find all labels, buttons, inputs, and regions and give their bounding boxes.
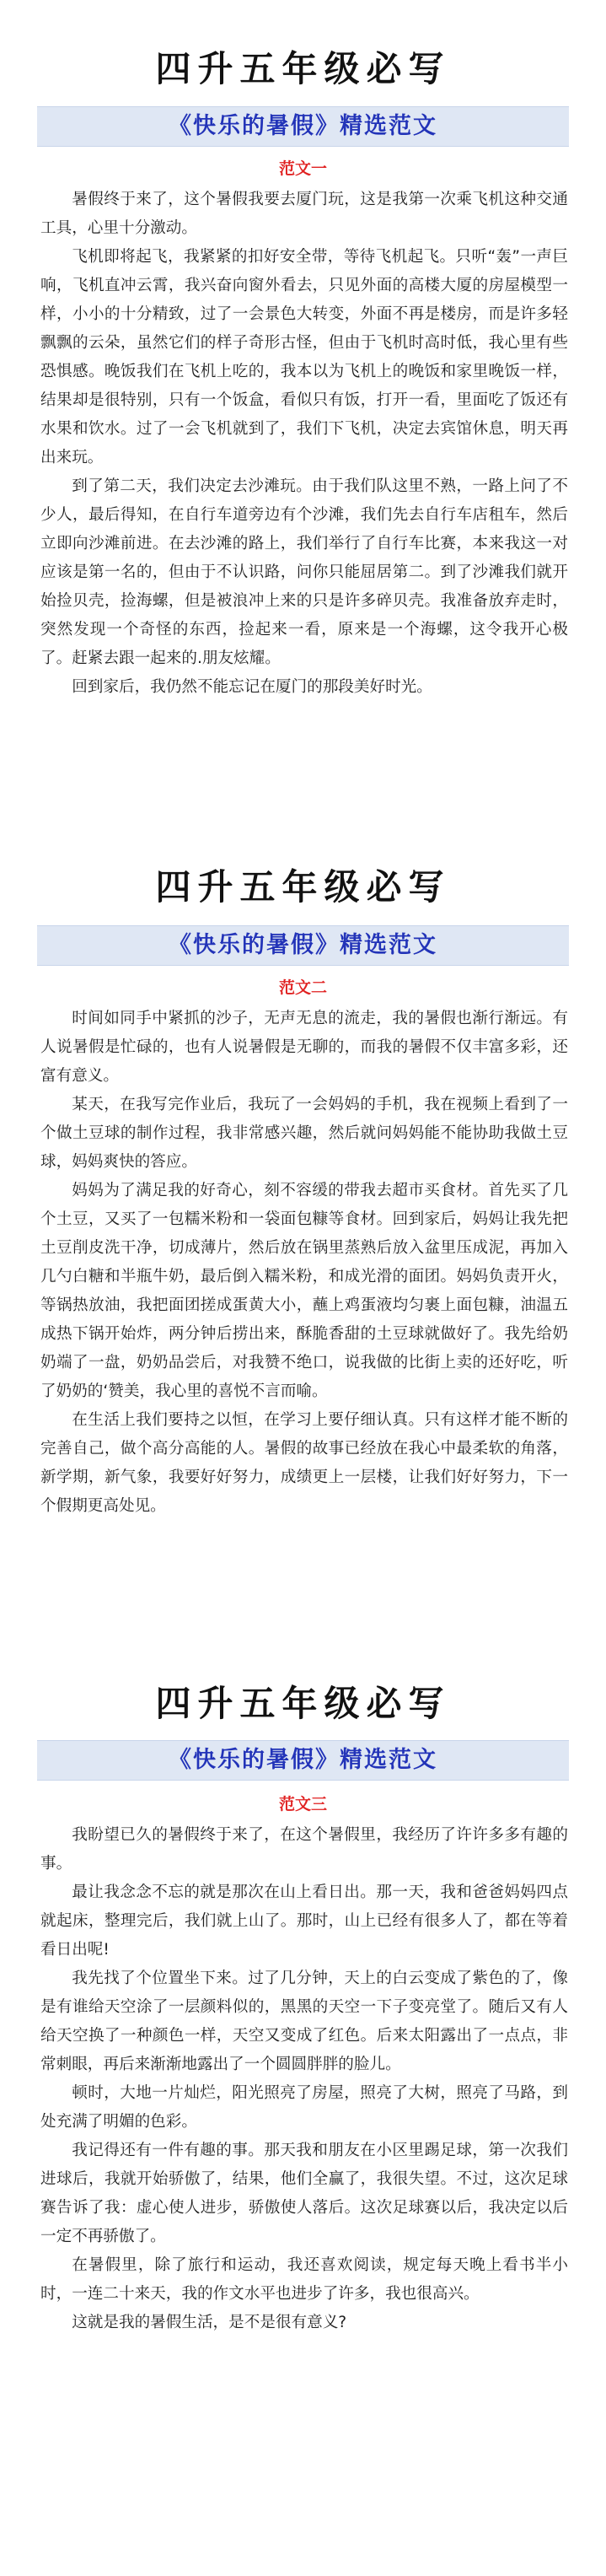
paragraph: 顿时，大地一片灿烂，阳光照亮了房屋，照亮了大树，照亮了马路，到处充满了明媚的色彩。 xyxy=(40,2084,568,2131)
paragraph: 在生活上我们要持之以恒，在学习上要仔细认真。只有这样才能不断的完善自己，做个高分高能的人。暑假的故事已经放在我心中最柔软的角落，新学期，新气象，我要好好努力，成绩更上一层楼，让我们好好努力，下一个假期更高处见。 xyxy=(40,1411,568,1515)
section-title: 四升五年级必写 xyxy=(155,866,451,908)
paragraph: 某天，在我写完作业后，我玩了一会妈妈的手机，我在视频上看到了一个做土豆球的制作过程，我非常感兴趣，然后就问妈妈能不能协助我做土豆球，妈妈爽快的答应。 xyxy=(40,1096,568,1171)
essay-body xyxy=(40,186,568,702)
paragraph: 我先找了个位置坐下来。过了几分钟，天上的白云变成了紫色的了，像是有谁给天空涂了一层颜料似的，黑黑的天空一下子变亮堂了。随后又有人给天空换了一种颜色一样，天空又变成了红色。后来太阳露出了一点点，非常刺眼，再后来渐渐地露出了一个圆圆胖胖的脸儿。 xyxy=(40,1970,568,2073)
essay-subtitle: 范文三 xyxy=(278,1795,327,1813)
section-title: 四升五年级必写 xyxy=(155,48,451,89)
paragraph: 最让我念念不忘的就是那次在山上看日出。那一天，我和爸爸妈妈四点就起床，整理完后，我们就上山了。那时，山上已经有很多人了，都在等着看日出呢! xyxy=(40,1883,568,1959)
essay-banner: 《快乐的暑假》精选范文 xyxy=(37,925,569,966)
paragraph: 暑假终于来了，这个暑假我要去厦门玩，这是我第一次乘飞机这种交通工具，心里十分激动。 xyxy=(40,191,568,237)
paragraph: 我盼望已久的暑假终于来了，在这个暑假里，我经历了许许多多有趣的事。 xyxy=(40,1826,568,1873)
paragraph: 时间如同手中紧抓的沙子，无声无息的流走，我的暑假也渐行渐远。有人说暑假是忙碌的，也有人说暑假是无聊的，而我的暑假不仅丰富多彩，还富有意义。 xyxy=(40,1010,568,1085)
paragraph: 在暑假里，除了旅行和运动，我还喜欢阅读，规定每天晚上看书半小时，一连二十来天，我的作文水平也进步了许多，我也很高兴。 xyxy=(40,2256,568,2303)
section-title: 四升五年级必写 xyxy=(155,1683,451,1724)
essay-banner: 《快乐的暑假》精选范文 xyxy=(37,1740,569,1781)
essay-banner: 《快乐的暑假》精选范文 xyxy=(37,106,569,147)
essay-subtitle: 范文一 xyxy=(278,159,327,178)
essay-body xyxy=(40,1005,568,1521)
paragraph: 飞机即将起飞，我紧紧的扣好安全带，等待飞机起飞。只听“轰”一声巨响，飞机直冲云霄，我兴奋向窗外看去，只见外面的高楼大厦的房屋模型一样，小小的十分精致，过了一会景色大转变，外面不再是楼房，而是许多轻飘飘的云朵，虽然它们的样子奇形古怪，但由于飞机时高时低，我心里有些恐惧感。晚饭我们在飞机上吃的，我本以为飞机上的晚饭和家里晚饭一样，结果却是很特别，只有一个饭盒，看似只有饭，打开一看，里面吃了饭还有水果和饮水。过了一会飞机就到了，我们下飞机，决定去宾馆休息，明天再出来玩。 xyxy=(40,248,568,466)
paragraph: 到了第二天，我们决定去沙滩玩。由于我们队这里不熟，一路上问了不少人，最后得知，在自行车道旁边有个沙滩，我们先去自行车店租车，然后立即向沙滩前进。在去沙滩的路上，我们举行了自行车比赛，本来我这一对应该是第一名的，但由于不认识路，问你只能屈居第二。到了沙滩我们就开始捡贝壳，捡海螺，但是被浪冲上来的只是许多碎贝壳。我准备放弃走时，突然发现一个奇怪的东西，捡起来一看，原来是一个海螺，这令我开心极了。赶紧去跟一起来的.朋友炫耀。 xyxy=(40,477,568,667)
paragraph: 妈妈为了满足我的好奇心，刻不容缓的带我去超市买食材。首先买了几个土豆，又买了一包糯米粉和一袋面包糠等食材。回到家后，妈妈让我先把土豆削皮洗干净，切成薄片，然后放在锅里蒸熟后放入盆里压成泥，再加入几勺白糖和半瓶牛奶，最后倒入糯米粉，和成光滑的面团。妈妈负责开火，等锅热放油，我把面团搓成蛋黄大小，蘸上鸡蛋液均匀裹上面包糠，油温五成热下锅开始炸，两分钟后捞出来，酥脆香甜的土豆球就做好了。我先给奶奶端了一盘，奶奶品尝后，对我赞不绝口，说我做的比街上卖的还好吃，听了奶奶的‘赞美，我心里的喜悦不言而喻。 xyxy=(40,1182,568,1400)
essay-body xyxy=(40,1821,568,2337)
paragraph: 回到家后，我仍然不能忘记在厦门的那段美好时光。 xyxy=(72,678,432,696)
paragraph: 我记得还有一件有趣的事。那天我和朋友在小区里踢足球，第一次我们进球后，我就开始骄傲了，结果，他们全赢了，我很失望。不过，这次足球赛告诉了我：虚心使人进步，骄傲使人落后。这次足球赛以后，我决定以后一定不再骄傲了。 xyxy=(40,2142,568,2245)
paragraph: 这就是我的暑假生活，是不是很有意义? xyxy=(72,2314,347,2331)
essay-subtitle: 范文二 xyxy=(278,978,327,997)
